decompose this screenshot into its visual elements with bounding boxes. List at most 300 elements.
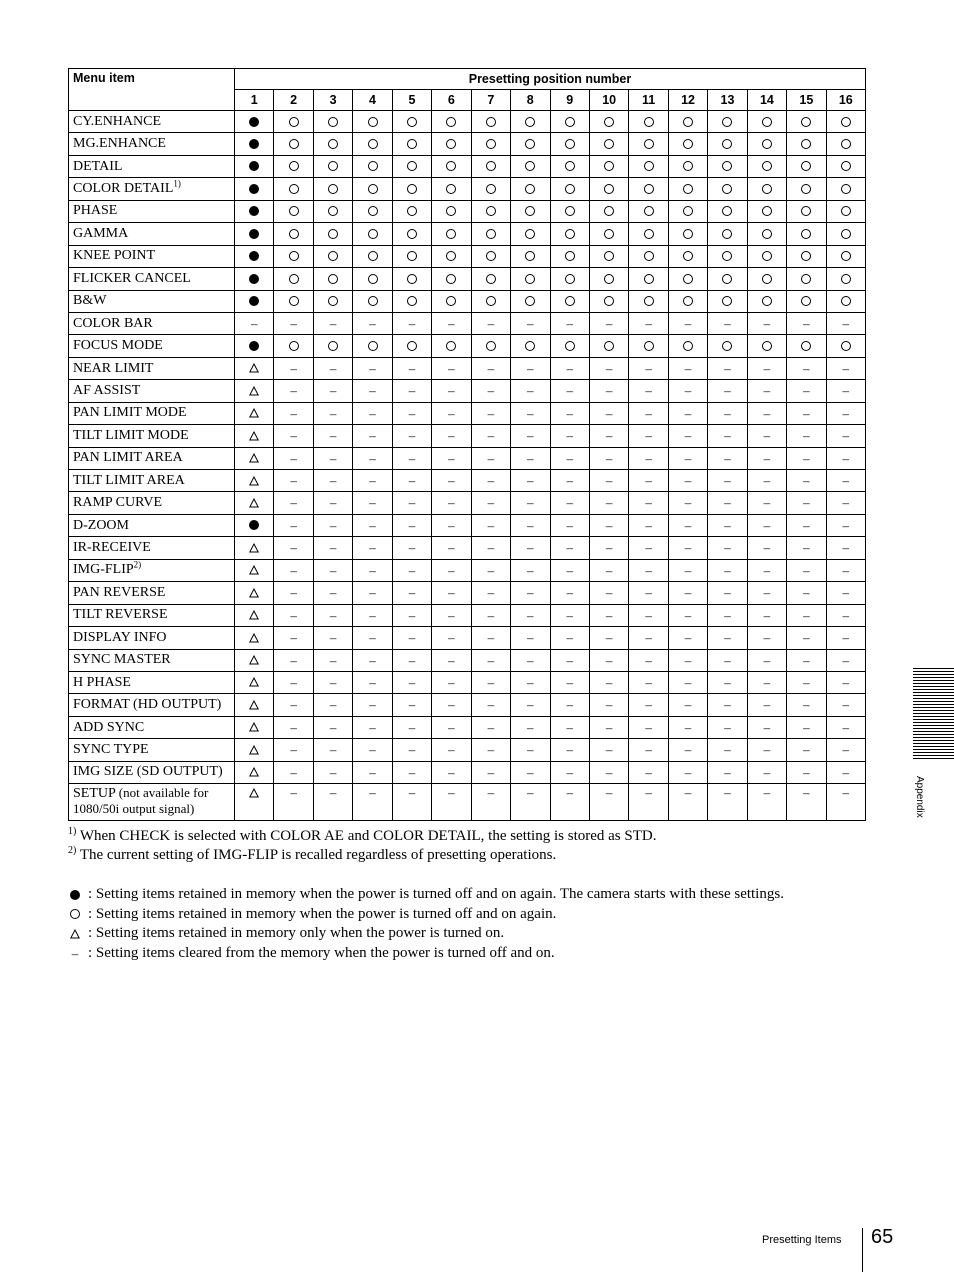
hollow-circle-icon	[289, 274, 299, 284]
dash-symbol: –	[803, 562, 810, 578]
hollow-circle-icon	[683, 206, 693, 216]
dash-symbol: –	[487, 674, 495, 690]
filled-circle-icon	[249, 229, 259, 239]
symbol-cell	[471, 380, 510, 402]
hollow-circle-icon	[565, 251, 575, 261]
symbol-cell	[787, 470, 826, 492]
symbol-cell	[668, 559, 707, 581]
dash-symbol: –	[290, 652, 297, 668]
dash-symbol: –	[369, 517, 376, 533]
hollow-circle-icon	[407, 229, 417, 239]
symbol-cell	[313, 559, 352, 581]
menu-item-label: IR-RECEIVE	[73, 540, 151, 556]
triangle-icon	[70, 929, 80, 939]
menu-item-cell	[69, 178, 235, 200]
header-row	[69, 69, 866, 90]
dash-symbol: –	[684, 630, 692, 646]
dash-symbol: –	[329, 495, 337, 511]
footer-section-title: Presetting Items	[762, 1234, 842, 1246]
triangle-icon	[249, 610, 259, 620]
symbol-cell	[787, 357, 826, 379]
symbol-cell	[471, 447, 510, 469]
position-number-11: 11	[629, 90, 668, 111]
hollow-circle-icon	[841, 251, 851, 261]
dash-symbol: –	[448, 697, 455, 713]
hollow-circle-icon	[841, 296, 851, 306]
menu-item-cell	[69, 739, 235, 761]
hollow-circle-icon	[525, 117, 535, 127]
dash-symbol: –	[408, 428, 416, 444]
hollow-circle-icon	[289, 139, 299, 149]
dash-symbol: –	[290, 630, 297, 646]
hollow-circle-icon	[841, 206, 851, 216]
symbol-cell	[274, 761, 313, 783]
dash-symbol: –	[329, 697, 337, 713]
dash-symbol: –	[724, 495, 731, 511]
symbol-cell	[313, 649, 352, 671]
hollow-circle-icon	[801, 229, 811, 239]
dash-symbol: –	[645, 495, 652, 511]
symbol-cell	[708, 716, 747, 738]
menu-item-label: COLOR BAR	[73, 315, 153, 331]
symbol-cell	[235, 245, 274, 267]
dash-symbol: –	[684, 585, 692, 601]
symbol-cell	[353, 380, 392, 402]
dash-symbol: –	[408, 742, 416, 758]
table-row	[69, 223, 866, 245]
symbol-cell	[511, 470, 550, 492]
legend-item	[68, 924, 898, 944]
dash-symbol: –	[724, 517, 731, 533]
dash-symbol: –	[763, 540, 771, 556]
menu-item-cell	[69, 694, 235, 716]
symbol-cell	[432, 200, 471, 222]
dash-symbol: –	[645, 607, 652, 623]
table-row	[69, 402, 866, 424]
hollow-circle-icon	[446, 184, 456, 194]
dash-symbol: –	[645, 585, 652, 601]
triangle-icon	[249, 363, 259, 373]
dash-symbol: –	[290, 473, 297, 488]
menu-item-cell	[69, 716, 235, 738]
hollow-circle-icon	[841, 139, 851, 149]
symbol-cell	[708, 649, 747, 671]
footnote-mark: 2)	[68, 845, 77, 856]
symbol-cell	[629, 447, 668, 469]
section-tab-marker	[913, 668, 954, 761]
dash-symbol: –	[527, 585, 534, 601]
symbol-cell	[589, 111, 628, 133]
dash-symbol: –	[329, 428, 337, 444]
symbol-cell	[826, 761, 865, 783]
symbol-cell	[235, 290, 274, 312]
hollow-circle-icon	[801, 251, 811, 261]
symbol-cell	[274, 335, 313, 357]
table-row	[69, 111, 866, 133]
symbol-cell	[471, 245, 510, 267]
hollow-circle-icon	[368, 161, 378, 171]
dash-symbol: –	[684, 697, 692, 713]
hollow-circle-icon	[289, 184, 299, 194]
menu-item-label: FORMAT (HD OUTPUT)	[73, 697, 222, 713]
symbol-cell	[708, 312, 747, 334]
dash-symbol: –	[724, 719, 731, 735]
position-number-1: 1	[235, 90, 274, 111]
dash-symbol: –	[369, 473, 376, 488]
dash-symbol: –	[645, 428, 652, 444]
symbol-cell	[432, 290, 471, 312]
triangle-icon	[249, 386, 259, 396]
symbol-cell	[747, 694, 786, 716]
symbol-cell	[708, 784, 747, 821]
triangle-icon	[249, 476, 259, 486]
symbol-cell	[392, 268, 431, 290]
dash-symbol: –	[605, 383, 613, 399]
symbol-cell	[235, 155, 274, 177]
dash-symbol: –	[605, 764, 613, 780]
symbol-cell	[589, 178, 628, 200]
dash-symbol: –	[448, 652, 455, 668]
symbol-cell	[353, 582, 392, 604]
dash-symbol: –	[329, 785, 337, 801]
dash-symbol: –	[329, 652, 337, 668]
symbol-cell	[235, 649, 274, 671]
symbol-cell	[747, 200, 786, 222]
position-number-16: 16	[826, 90, 865, 111]
symbol-cell	[511, 245, 550, 267]
symbol-cell	[235, 223, 274, 245]
dash-symbol: –	[803, 585, 810, 601]
dash-symbol: –	[842, 764, 850, 780]
symbol-cell	[235, 200, 274, 222]
dash-symbol: –	[329, 450, 337, 466]
symbol-cell	[550, 604, 589, 626]
hollow-circle-icon	[407, 139, 417, 149]
dash-symbol: –	[724, 764, 731, 780]
dash-symbol: –	[329, 517, 337, 533]
hollow-circle-icon	[683, 117, 693, 127]
hollow-circle-icon	[762, 206, 772, 216]
position-number-2: 2	[274, 90, 313, 111]
symbol-cell	[747, 335, 786, 357]
dash-symbol: –	[448, 719, 455, 735]
dash-symbol: –	[763, 585, 771, 601]
dash-symbol: –	[329, 473, 337, 488]
symbol-cell	[392, 111, 431, 133]
symbol-cell	[392, 514, 431, 536]
dash-symbol: –	[408, 607, 416, 623]
dash-symbol: –	[369, 719, 376, 735]
symbol-cell	[747, 582, 786, 604]
filled-circle-icon	[249, 206, 259, 216]
hollow-circle-icon	[683, 184, 693, 194]
table-row	[69, 425, 866, 447]
dash-symbol: –	[290, 697, 297, 713]
dash-symbol: –	[724, 405, 731, 421]
dash-symbol: –	[842, 473, 850, 488]
table-row	[69, 178, 866, 200]
symbol-cell	[392, 671, 431, 693]
hollow-circle-icon	[801, 161, 811, 171]
symbol-cell	[274, 716, 313, 738]
symbol-cell	[550, 111, 589, 133]
symbol-cell	[708, 268, 747, 290]
hollow-circle-icon	[722, 206, 732, 216]
table-row	[69, 761, 866, 783]
dash-symbol: –	[566, 674, 573, 690]
symbol-cell	[629, 133, 668, 155]
hollow-circle-icon	[525, 251, 535, 261]
dash-symbol: –	[408, 697, 416, 713]
dash-symbol: –	[487, 697, 495, 713]
symbol-cell	[550, 582, 589, 604]
symbol-cell	[787, 649, 826, 671]
symbol-cell	[589, 739, 628, 761]
symbol-cell	[747, 492, 786, 514]
symbol-cell	[511, 111, 550, 133]
dash-symbol: –	[329, 585, 337, 601]
menu-item-cell	[69, 649, 235, 671]
hollow-circle-icon	[525, 161, 535, 171]
dash-symbol: –	[724, 697, 731, 713]
menu-item-cell	[69, 200, 235, 222]
symbol-cell	[432, 604, 471, 626]
hollow-circle-icon	[525, 139, 535, 149]
symbol-cell	[313, 402, 352, 424]
dash-symbol: –	[724, 630, 731, 646]
menu-item-cell	[69, 514, 235, 536]
symbol-cell	[313, 200, 352, 222]
table-row	[69, 380, 866, 402]
hollow-circle-icon	[801, 184, 811, 194]
symbol-cell	[432, 155, 471, 177]
hollow-circle-icon	[486, 139, 496, 149]
symbol-cell	[826, 111, 865, 133]
hollow-circle-icon	[368, 117, 378, 127]
symbol-cell	[550, 290, 589, 312]
dash-symbol: –	[448, 562, 455, 578]
table-row	[69, 604, 866, 626]
hollow-circle-icon	[801, 274, 811, 284]
dash-symbol: –	[448, 428, 455, 444]
symbol-cell	[235, 111, 274, 133]
symbol-cell	[668, 290, 707, 312]
symbol-cell	[274, 604, 313, 626]
menu-item-cell	[69, 537, 235, 559]
dash-symbol: –	[329, 360, 337, 376]
dash-symbol: –	[645, 473, 652, 488]
symbol-cell	[787, 402, 826, 424]
symbol-cell	[550, 245, 589, 267]
symbol-cell	[589, 604, 628, 626]
dash-symbol: –	[605, 360, 613, 376]
symbol-cell	[668, 425, 707, 447]
symbol-cell	[392, 380, 431, 402]
hollow-circle-icon	[604, 296, 614, 306]
symbol-cell	[550, 178, 589, 200]
symbol-cell	[747, 514, 786, 536]
symbol-cell	[629, 111, 668, 133]
hollow-circle-icon	[289, 229, 299, 239]
symbol-cell	[826, 627, 865, 649]
hollow-circle-icon	[407, 117, 417, 127]
dash-symbol: –	[724, 652, 731, 668]
symbol-cell	[589, 357, 628, 379]
symbol-cell	[629, 470, 668, 492]
dash-symbol: –	[527, 383, 534, 399]
symbol-cell	[353, 178, 392, 200]
dash-symbol: –	[763, 652, 771, 668]
menu-item-label: ADD SYNC	[73, 719, 145, 735]
dash-symbol: –	[290, 674, 297, 690]
dash-symbol: –	[684, 785, 692, 801]
dash-symbol: –	[645, 540, 652, 556]
dash-symbol: –	[605, 719, 613, 735]
dash-symbol: –	[290, 585, 297, 601]
hollow-circle-icon	[446, 274, 456, 284]
symbol-cell	[392, 312, 431, 334]
symbol-cell	[787, 178, 826, 200]
presetting-position-header: Presetting position number	[235, 69, 866, 90]
hollow-circle-icon	[683, 161, 693, 171]
symbol-cell	[392, 133, 431, 155]
menu-item-label: SYNC MASTER	[73, 652, 171, 668]
dash-symbol: –	[71, 945, 79, 961]
dash-symbol: –	[408, 540, 416, 556]
dash-symbol: –	[408, 630, 416, 646]
symbol-cell	[353, 784, 392, 821]
dash-symbol: –	[527, 360, 534, 376]
dash-symbol: –	[724, 315, 731, 331]
table-row	[69, 133, 866, 155]
symbol-cell	[550, 447, 589, 469]
hollow-circle-icon	[565, 296, 575, 306]
symbol-cell	[668, 357, 707, 379]
footnote	[68, 827, 888, 846]
dash-symbol: –	[605, 630, 613, 646]
symbol-cell	[235, 178, 274, 200]
symbol-cell	[550, 133, 589, 155]
symbol-cell	[629, 290, 668, 312]
legend-item	[68, 885, 898, 905]
symbol-cell	[787, 716, 826, 738]
dash-symbol: –	[684, 405, 692, 421]
hollow-circle-icon	[644, 341, 654, 351]
dash-symbol: –	[645, 630, 652, 646]
menu-item-cell	[69, 111, 235, 133]
symbol-cell	[668, 537, 707, 559]
table-row	[69, 649, 866, 671]
dash-symbol: –	[566, 562, 573, 578]
table-row	[69, 447, 866, 469]
dash-symbol: –	[803, 785, 810, 801]
triangle-icon	[249, 431, 259, 441]
symbol-cell	[668, 312, 707, 334]
dash-symbol: –	[290, 562, 297, 578]
dash-symbol: –	[684, 764, 692, 780]
dash-symbol: –	[369, 674, 376, 690]
hollow-circle-icon	[644, 251, 654, 261]
dash-symbol: –	[763, 630, 771, 646]
hollow-circle-icon	[525, 341, 535, 351]
hollow-circle-icon	[486, 161, 496, 171]
symbol-cell	[511, 537, 550, 559]
dash-symbol: –	[684, 719, 692, 735]
dash-symbol: –	[684, 607, 692, 623]
symbol-cell	[550, 268, 589, 290]
legend-symbol	[68, 890, 82, 900]
symbol-cell	[589, 402, 628, 424]
dash-symbol: –	[684, 315, 692, 331]
hollow-circle-icon	[328, 296, 338, 306]
dash-symbol: –	[763, 383, 771, 399]
hollow-circle-icon	[368, 341, 378, 351]
dash-symbol: –	[645, 785, 652, 801]
symbol-cell	[826, 268, 865, 290]
dash-symbol: –	[408, 674, 416, 690]
hollow-circle-icon	[604, 184, 614, 194]
dash-symbol: –	[527, 607, 534, 623]
dash-symbol: –	[329, 742, 337, 758]
menu-item-cell	[69, 268, 235, 290]
hollow-circle-icon	[801, 341, 811, 351]
dash-symbol: –	[803, 630, 810, 646]
hollow-circle-icon	[644, 206, 654, 216]
symbol-cell	[787, 245, 826, 267]
dash-symbol: –	[763, 562, 771, 578]
symbol-cell	[747, 290, 786, 312]
symbol-cell	[787, 290, 826, 312]
legend-symbol	[68, 947, 82, 960]
presetting-items-table	[68, 68, 866, 821]
symbol-cell	[550, 470, 589, 492]
symbol-cell	[708, 627, 747, 649]
dash-symbol: –	[566, 630, 573, 646]
triangle-icon	[249, 788, 259, 798]
hollow-circle-icon	[407, 251, 417, 261]
symbol-cell	[589, 312, 628, 334]
hollow-circle-icon	[722, 296, 732, 306]
hollow-circle-icon	[762, 184, 772, 194]
symbol-cell	[787, 604, 826, 626]
symbol-cell	[274, 425, 313, 447]
symbol-cell	[668, 155, 707, 177]
hollow-circle-icon	[368, 139, 378, 149]
dash-symbol: –	[487, 405, 495, 421]
position-number-8: 8	[511, 90, 550, 111]
symbol-cell	[787, 111, 826, 133]
symbol-cell	[392, 559, 431, 581]
dash-symbol: –	[645, 764, 652, 780]
symbol-cell	[747, 761, 786, 783]
symbol-cell	[629, 155, 668, 177]
dash-symbol: –	[763, 450, 771, 466]
dash-symbol: –	[763, 697, 771, 713]
symbol-cell	[550, 761, 589, 783]
symbol-cell	[235, 694, 274, 716]
symbol-cell	[235, 604, 274, 626]
dash-symbol: –	[842, 585, 850, 601]
dash-symbol: –	[408, 585, 416, 601]
dash-symbol: –	[724, 607, 731, 623]
symbol-cell	[629, 716, 668, 738]
dash-symbol: –	[605, 428, 613, 444]
dash-symbol: –	[724, 585, 731, 601]
side-tab-label: Appendix	[914, 776, 925, 818]
symbol-cell	[787, 492, 826, 514]
symbol-cell	[747, 245, 786, 267]
dash-symbol: –	[290, 742, 297, 758]
